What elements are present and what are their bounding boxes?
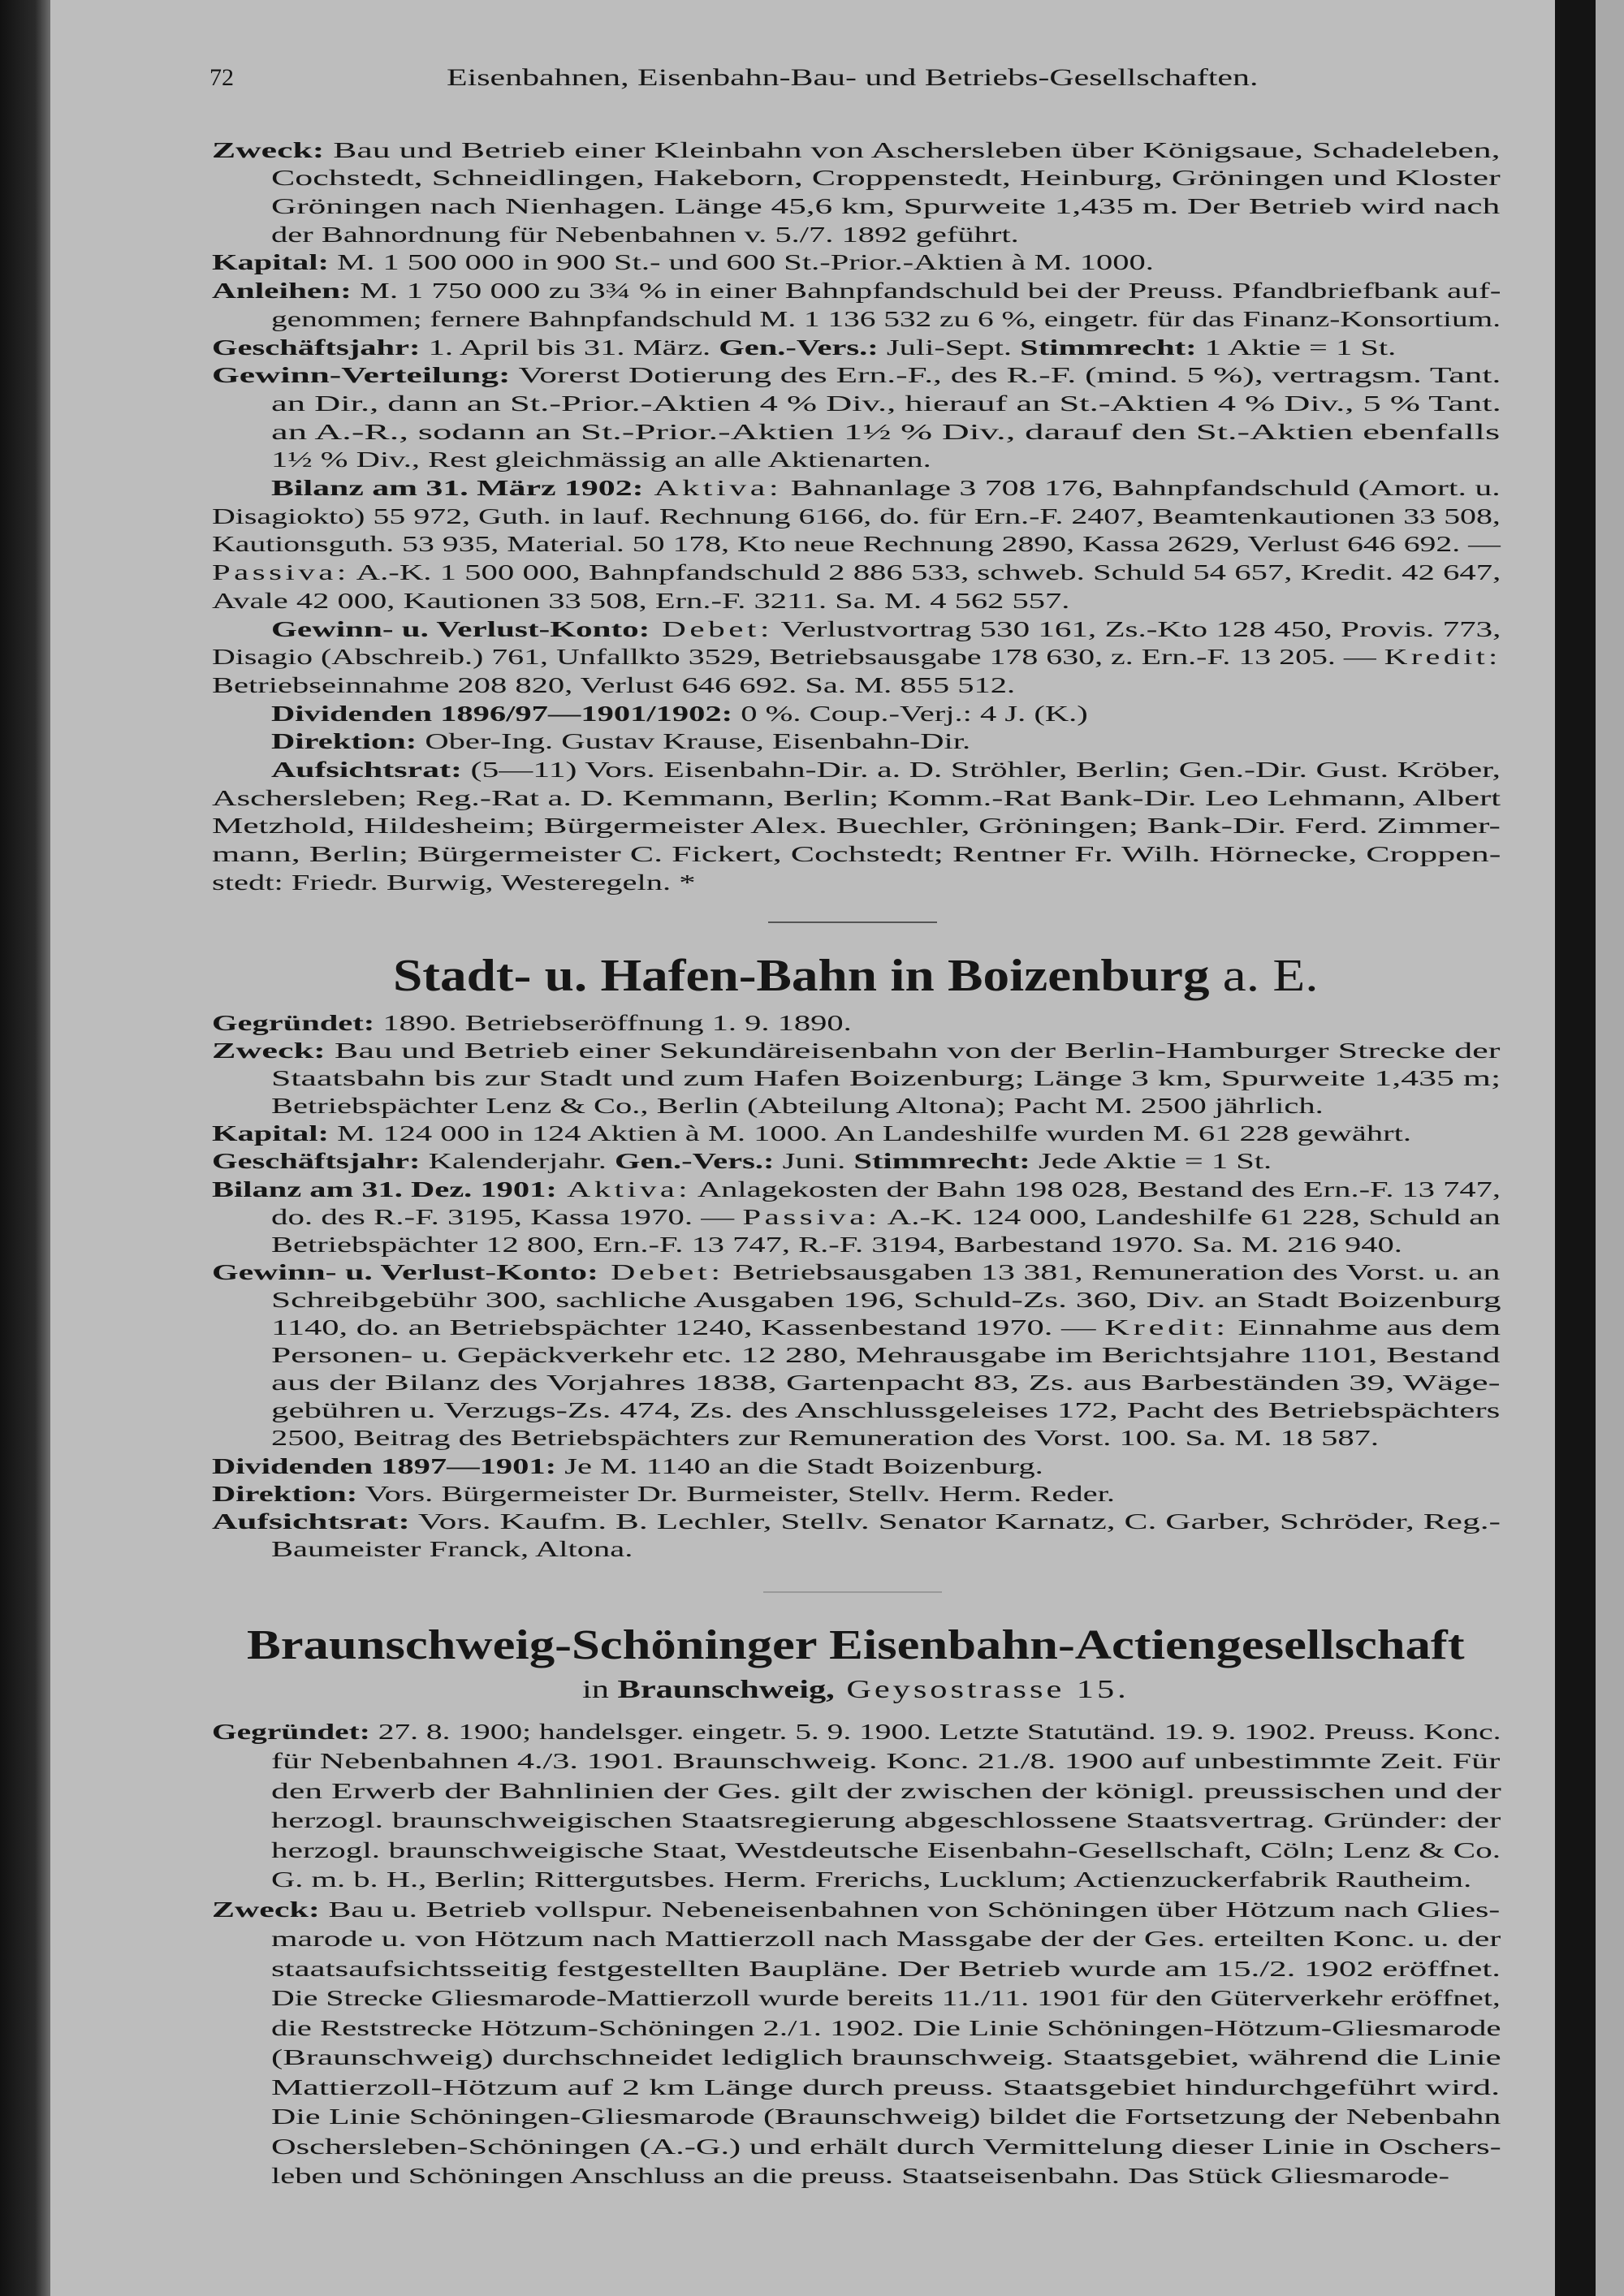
- entry-label: Gegründet:: [212, 1010, 375, 1035]
- entry-line: [212, 2043, 1501, 2073]
- line-text: [212, 248, 1154, 277]
- entry-line: [212, 1369, 1501, 1396]
- entry-line: [212, 192, 1501, 221]
- entry-label: Braunschweig-Schöninger Eisenbahn-Actiengesellschaft: [247, 1621, 1465, 1668]
- line-text: [271, 1231, 1402, 1258]
- entry-text: Jede Aktie = 1 St.: [1030, 1149, 1272, 1174]
- entry-line: [212, 164, 1501, 192]
- entry-text: Die Strecke Gliesmarode-Mattierzoll wurde bereits 11./11. 1901 für den Güterverkehr eröffnet,: [271, 1986, 1501, 2011]
- entry-text: A.-K. 1 500 000, Bahnpfandschuld 2 886 533, schweb. Schuld 54 657, Kredit. 42 647,: [349, 560, 1501, 585]
- entry-line: [212, 2013, 1501, 2044]
- entry-text: 1½ % Div., Rest gleichmässig an alle Aktienarten.: [271, 447, 931, 473]
- entry-text: M. 1 750 000 zu 3¾ % in einer Bahnpfandschuld bei der Preuss. Pfandbriefbank auf-: [351, 278, 1501, 304]
- entry-line: [212, 418, 1501, 447]
- entry-label: Stimmrecht:: [1020, 334, 1197, 360]
- line-text: [212, 784, 1501, 813]
- line-text: [271, 727, 970, 756]
- entry-line: [212, 1231, 1501, 1258]
- line-text: [271, 1369, 1501, 1396]
- entry-label: Dividenden 1897—1901:: [212, 1453, 557, 1478]
- entry-first-line: [212, 474, 1501, 503]
- entry-line: [212, 1341, 1501, 1369]
- entry-label: Bilanz am 31. März 1902:: [271, 476, 644, 501]
- page-number: 72: [209, 64, 234, 91]
- line-text: [212, 277, 1501, 305]
- entry-text: Cochstedt, Schneidlingen, Hakeborn, Croppenstedt, Heinburg, Gröningen und Kloster: [271, 166, 1501, 191]
- spaced-heading: Kredit:: [1104, 1315, 1229, 1340]
- entry-line: [212, 1535, 1501, 1563]
- spaced-heading: Aktiva:: [556, 1176, 692, 1202]
- line-text: [271, 474, 1501, 503]
- entry-first-line: [212, 615, 1501, 644]
- entry-text: aus der Bilanz des Vorjahres 1838, Gartenpacht 83, Zs. aus Barbeständen 39, Wäge-: [271, 1370, 1501, 1396]
- entry-text: Verlustvortrag 530 161, Zs.-Kto 128 450, Provis. 773,: [772, 616, 1501, 641]
- entry-first-line: [212, 1258, 1501, 1286]
- line-text: [212, 1895, 1500, 1925]
- entry-first-line: [212, 1452, 1501, 1480]
- spaced-heading: Passiva:: [742, 1204, 881, 1229]
- entry-text: Disagiokto) 55 972, Guth. in lauf. Rechnung 6166, do. für Ern.-F. 2407, Beamtenkautionen 33 508,: [212, 503, 1501, 529]
- entry-text: Aschersleben; Reg.-Rat a. D. Kemmann, Berlin; Komm.-Rat Bank-Dir. Leo Lehmann, Albert: [212, 785, 1501, 810]
- entry-first-line: [212, 1147, 1501, 1175]
- entry-first-line: [212, 1009, 1501, 1037]
- entry-first-line: [212, 700, 1501, 728]
- line-text: [271, 305, 1501, 334]
- entry-text: in: [582, 1673, 618, 1703]
- line-text: [271, 1424, 1379, 1452]
- entry-label: Zweck:: [212, 1897, 320, 1922]
- entry-first-line: [212, 334, 1501, 362]
- entry-text: Bau und Betrieb einer Kleinbahn von Aschersleben über Königsaue, Schadeleben,: [324, 137, 1501, 162]
- spaced-heading: Passiva:: [212, 560, 350, 585]
- entry-text: Vors. Bürgermeister Dr. Burmeister, Stellv. Herm. Reder.: [357, 1481, 1116, 1506]
- entry-label: Geschäftsjahr:: [212, 1149, 421, 1174]
- line-text: [212, 1009, 852, 1037]
- entry-label: Kapital:: [212, 250, 330, 275]
- entry-text: Betriebspächter 12 800, Ern.-F. 13 747, R.-F. 3194, Barbestand 1970. Sa. M. 216 940.: [271, 1232, 1402, 1257]
- entry-text: 1. April bis 31. März.: [420, 334, 719, 360]
- entry-line: [212, 1836, 1501, 1866]
- entry-line: [212, 869, 1501, 897]
- line-text: [271, 1983, 1501, 2013]
- entry-first-line: [212, 136, 1501, 165]
- line-text: [271, 2161, 1449, 2191]
- entry-label: Gen.-Vers.:: [614, 1149, 775, 1174]
- line-text: [212, 136, 1501, 165]
- entry-line: [212, 587, 1501, 615]
- entry-text: gebühren u. Verzugs-Zs. 474, Zs. des Anschlussgeleises 172, Pacht des Betriebspächters: [271, 1398, 1501, 1423]
- entry-first-line: [212, 361, 1501, 390]
- entry-text: 2500, Beitrag des Betriebspächters zur Remuneration des Vorst. 100. Sa. M. 18 587.: [271, 1426, 1380, 1451]
- line-text: [212, 1452, 1043, 1480]
- entry-text: Juni.: [774, 1149, 854, 1174]
- entry-text: 27. 8. 1900; handelsger. eingetr. 5. 9. 1900. Letzte Statutänd. 19. 9. 1902. Preuss. Konc.: [369, 1719, 1501, 1744]
- line-text: [271, 1286, 1501, 1314]
- line-text: [271, 1865, 1471, 1895]
- entry-text: Einnahme aus dem: [1229, 1315, 1501, 1340]
- line-text: [212, 671, 1015, 700]
- line-text: [212, 1176, 1501, 1203]
- entry-label: Anleihen:: [212, 278, 352, 304]
- entry-label: Gen.-Vers.:: [719, 334, 879, 360]
- line-text: [271, 1314, 1501, 1341]
- entry-line: [212, 2102, 1501, 2132]
- line-text: [271, 2013, 1501, 2044]
- entry-first-line: [212, 756, 1501, 784]
- entry-text: Personen- u. Gepäckverkehr etc. 12 280, Mehrausgabe im Berichtsjahre 1101, Bestand: [271, 1343, 1501, 1368]
- section-title-text: [247, 1621, 1465, 1671]
- entry-line: [212, 812, 1501, 840]
- line-text: [271, 1746, 1500, 1776]
- line-text: [212, 1508, 1501, 1535]
- entry-line: [212, 671, 1501, 700]
- line-text: [212, 1147, 1272, 1175]
- entry-text: Bahnanlage 3 708 176, Bahnpfandschuld (Amort. u.: [782, 476, 1501, 501]
- line-text: [212, 1480, 1115, 1508]
- line-text: [212, 1258, 1501, 1286]
- entry-line: [212, 221, 1501, 249]
- entry-text: Kalenderjahr.: [420, 1149, 615, 1174]
- entry-first-line: [212, 277, 1501, 305]
- entry-label: Aufsichtsrat:: [212, 1508, 410, 1534]
- entry-line: [212, 1064, 1501, 1092]
- entry-text: Je M. 1140 an die Stadt Boizenburg.: [556, 1453, 1043, 1478]
- entry-text: an Dir., dann an St.-Prior.-Aktien 4 % Div., hierauf an St.-Aktien 4 % Div., 5 % Tant.: [271, 391, 1501, 416]
- entry-line: [212, 1424, 1501, 1452]
- entry-label: Stadt- u. Hafen-Bahn in Boizenburg: [393, 951, 1210, 1002]
- line-text: [271, 1064, 1501, 1092]
- line-text: [271, 1341, 1501, 1369]
- entry-text: Avale 42 000, Kautionen 33 508, Ern.-F. 3211. Sa. M. 4 562 557.: [212, 588, 1070, 613]
- entry-text: Betriebseinnahme 208 820, Verlust 646 692. Sa. M. 855 512.: [212, 672, 1016, 697]
- scan-margin: [1596, 0, 1624, 2296]
- line-text: [271, 1836, 1501, 1866]
- entry-first-line: [212, 1120, 1501, 1147]
- line-text: [271, 2043, 1501, 2073]
- spaced-heading: Debet:: [650, 616, 773, 641]
- line-text: [271, 1924, 1501, 1954]
- entry-line: [212, 2132, 1501, 2162]
- line-text: [271, 1954, 1501, 1984]
- entry-text: Baumeister Franck, Altona.: [271, 1536, 633, 1561]
- entry-text: marode u. von Hötzum nach Mattierzoll nach Massgabe der der Ges. erteilten Konc. u. der: [271, 1927, 1501, 1952]
- entry-text: der Bahnordnung für Nebenbahnen v. 5./7. 1892 geführt.: [271, 222, 1019, 247]
- entry-text: Vors. Kaufm. B. Lechler, Stellv. Senator Karnatz, C. Garber, Schröder, Reg.-: [409, 1508, 1501, 1534]
- entry-line: [212, 1806, 1501, 1836]
- entry-text: 0 %. Coup.-Verj.: 4 J. (K.): [732, 701, 1088, 726]
- entry-text: Gröningen nach Nienhagen. Länge 45,6 km, Spurweite 1,435 m. Der Betrieb wird nach: [271, 194, 1501, 219]
- line-text: [212, 530, 1501, 559]
- entry-line: [212, 1983, 1501, 2013]
- entry-label: Direktion:: [212, 1481, 358, 1506]
- line-text: [271, 700, 1088, 728]
- entry-text: (5—11) Vors. Eisenbahn-Dir. a. D. Ströhler, Berlin; Gen.-Dir. Gust. Kröber,: [461, 757, 1501, 783]
- section-title: [247, 1621, 1465, 1671]
- section-title-text: [393, 949, 1318, 1003]
- line-text: [212, 559, 1501, 587]
- entry-label: Kapital:: [212, 1121, 330, 1146]
- entry-first-line: [212, 248, 1501, 277]
- section-subtitle: [582, 1673, 1129, 1704]
- spaced-heading: Aktiva:: [643, 476, 783, 501]
- entry-label: Gewinn- u. Verlust-Konto:: [271, 616, 650, 641]
- line-text: [212, 840, 1501, 869]
- entry-line: [212, 1924, 1501, 1954]
- entry-label: Gegründet:: [212, 1719, 370, 1744]
- entry-line: [212, 840, 1501, 869]
- entry-line: [212, 643, 1501, 671]
- entry-label: Gewinn- u. Verlust-Konto:: [212, 1259, 598, 1284]
- entry-label: Aufsichtsrat:: [271, 757, 462, 783]
- entry-line: [212, 1746, 1501, 1776]
- entry-line: [212, 1776, 1501, 1806]
- entry-text: Oschersleben-Schöningen (A.-G.) und erhält durch Vermittelung dieser Linie in Oschers-: [271, 2134, 1501, 2159]
- entry-label: Direktion:: [271, 729, 417, 754]
- entry-line: [212, 2073, 1501, 2103]
- entry-text: Ober-Ing. Gustav Krause, Eisenbahn-Dir.: [417, 729, 971, 754]
- entry-text: M. 124 000 in 124 Aktien à M. 1000. An Landeshilfe wurden M. 61 228 gewährt.: [329, 1121, 1411, 1146]
- entry-line: [212, 1954, 1501, 1984]
- line-text: [271, 192, 1500, 221]
- section-title: [393, 949, 1319, 1003]
- entry-text: staatsaufsichtsseitig festgestellten Baupläne. Der Betrieb wurde am 15./2. 1902 eröffnet.: [271, 1956, 1501, 1981]
- line-text: [271, 1203, 1501, 1231]
- entry-first-line: [212, 727, 1501, 756]
- entry-first-line: [212, 1037, 1501, 1064]
- entry-text: Anlagekosten der Bahn 198 028, Bestand des Ern.-F. 13 747,: [691, 1176, 1501, 1202]
- entry-text: Schreibgebühr 300, sachliche Ausgaben 196, Schuld-Zs. 360, Div. an Stadt Boizenburg: [271, 1287, 1501, 1312]
- entry-line: [212, 390, 1501, 418]
- entry-label: Zweck:: [212, 1038, 326, 1064]
- entry-text: herzogl. braunschweigische Staat, Westdeutsche Eisenbahn-Gesellschaft, Cöln; Lenz & Co.: [271, 1837, 1501, 1862]
- entry-text: Mattierzoll-Hötzum auf 2 km Länge durch preuss. Staatsgebiet hindurchgeführt wird.: [271, 2074, 1501, 2100]
- line-text: [271, 221, 1019, 249]
- entry-text: die Reststrecke Hötzum-Schöningen 2./1. 1902. Die Linie Schöningen-Hötzum-Gliesmarode: [271, 2015, 1501, 2040]
- section-divider: [768, 921, 937, 923]
- entry-line: [212, 1286, 1501, 1314]
- entry-text: für Nebenbahnen 4./3. 1901. Braunschweig. Konc. 21./8. 1900 auf unbestimmte Zeit. Für: [271, 1749, 1501, 1774]
- entry-text: mann, Berlin; Bürgermeister C. Fickert, Cochstedt; Rentner Fr. Wilh. Hörnecke, Croppen-: [212, 842, 1501, 867]
- entry-text: den Erwerb der Bahnlinien der Ges. gilt der zwischen der königl. preussischen und der: [271, 1778, 1501, 1803]
- entry-line: [212, 305, 1501, 334]
- line-text: [212, 503, 1501, 531]
- entry-text: Disagio (Abschreib.) 761, Unfallkto 3529, Betriebsausgabe 178 630, z. Ern.-F. 13 205. —: [212, 645, 1384, 670]
- entry-text: an A.-R., sodann an St.-Prior.-Aktien 1½ % Div., darauf den St.-Aktien ebenfalls: [271, 419, 1501, 444]
- entry-line: [212, 784, 1501, 813]
- entry-label: Gewinn-Verteilung:: [212, 363, 511, 388]
- entry-line: [212, 503, 1501, 531]
- scan-right-edge: [1555, 0, 1596, 2296]
- entry-text: A.-K. 124 000, Landeshilfe 61 228, Schuld an: [880, 1204, 1501, 1229]
- entry-first-line: [212, 1480, 1501, 1508]
- entry-text: Betriebspächter Lenz & Co., Berlin (Abteilung Altona); Pacht M. 2500 jährlich.: [271, 1094, 1324, 1119]
- entry-text: do. des R.-F. 3195, Kassa 1970. —: [271, 1204, 743, 1229]
- entry-text: 1140, do. an Betriebspächter 1240, Kassenbestand 1970. —: [271, 1315, 1105, 1340]
- line-text: [271, 2102, 1501, 2132]
- spaced-heading: Kredit:: [1384, 645, 1501, 670]
- entry-text: M. 1 500 000 in 900 St.- und 600 St.-Prior.-Aktien à M. 1000.: [329, 250, 1154, 275]
- entry-line: [212, 1203, 1501, 1231]
- entry-line: [212, 530, 1501, 559]
- line-text: [271, 1806, 1501, 1836]
- line-text: [212, 334, 1396, 362]
- entry-label: Zweck:: [212, 137, 325, 162]
- line-text: [271, 1092, 1324, 1120]
- line-text: [212, 1717, 1501, 1747]
- entry-text: a. E.: [1209, 951, 1319, 1002]
- line-text: [271, 446, 931, 474]
- spaced-heading: Debet:: [598, 1259, 724, 1284]
- entry-text: (Braunschweig) durchschneidet lediglich braunschweig. Staatsgebiet, während die Linie: [271, 2045, 1501, 2070]
- entry-label: Braunschweig,: [617, 1673, 835, 1703]
- line-text: [212, 1120, 1411, 1147]
- line-text: [271, 2132, 1501, 2162]
- entry-text: Metzhold, Hildesheim; Bürgermeister Alex. Buechler, Gröningen; Bank-Dir. Ferd. Zimmer-: [212, 814, 1501, 839]
- line-text: [212, 361, 1501, 390]
- entry-label: Stimmrecht:: [853, 1149, 1030, 1174]
- line-text: [271, 390, 1501, 418]
- line-text: [271, 418, 1500, 447]
- line-text: [212, 587, 1069, 615]
- entry-text: Juli-Sept.: [878, 334, 1021, 360]
- running-title-text: Eisenbahnen, Eisenbahn-Bau- und Betriebs-Gesellschaften.: [447, 64, 1259, 91]
- line-text: [271, 1776, 1501, 1806]
- line-text: [271, 2073, 1500, 2103]
- line-text: [212, 869, 696, 897]
- scan-left-edge: [0, 0, 50, 2296]
- line-text: [271, 164, 1501, 192]
- entry-text: Bau und Betrieb einer Sekundäreisenbahn von der Berlin-Hamburger Strecke der: [325, 1038, 1501, 1064]
- entry-line: [212, 1865, 1501, 1895]
- entry-label: Geschäftsjahr:: [212, 334, 421, 360]
- entry-text: Die Linie Schöningen-Gliesmarode (Braunschweig) bildet die Fortsetzung der Nebenbahn: [271, 2104, 1501, 2130]
- entry-line: [212, 1092, 1501, 1120]
- entry-text: genommen; fernere Bahnpfandschuld M. 1 136 532 zu 6 %, eingetr. für das Finanz-Konsortium.: [271, 306, 1501, 331]
- entry-text: Bau u. Betrieb vollspur. Nebeneisenbahnen von Schöningen über Hötzum nach Glies-: [319, 1897, 1501, 1922]
- entry-text: 1890. Betriebseröffnung 1. 9. 1890.: [374, 1010, 852, 1035]
- entry-line: [212, 2161, 1501, 2191]
- entry-line: [212, 446, 1501, 474]
- running-title: [447, 62, 1259, 94]
- entry-label: Bilanz am 31. Dez. 1901:: [212, 1176, 557, 1202]
- entry-text: Betriebsausgaben 13 381, Remuneration des Vorst. u. an: [723, 1259, 1501, 1284]
- section-divider: [763, 1591, 942, 1593]
- entry-text: stedt: Friedr. Burwig, Westeregeln. *: [212, 870, 696, 895]
- entry-text: leben und Schöningen Anschluss an die preuss. Staatseisenbahn. Das Stück Gliesmarode-: [271, 2164, 1449, 2189]
- entry-text: Vorerst Dotierung des Ern.-F., des R.-F. (mind. 5 %), vertragsm. Tant.: [510, 363, 1501, 388]
- entry-text: Staatsbahn bis zur Stadt und zum Hafen Boizenburg; Länge 3 km, Spurweite 1,435 m;: [271, 1066, 1501, 1091]
- entry-first-line: [212, 1508, 1501, 1535]
- spaced-heading: Geysostrasse 15.: [834, 1673, 1129, 1703]
- line-text: [212, 1037, 1501, 1064]
- entry-text: Kautionsguth. 53 935, Material. 50 178, Kto neue Rechnung 2890, Kassa 2629, Verlust 646 692. —: [212, 532, 1501, 557]
- entry-text: 1 Aktie = 1 St.: [1196, 334, 1397, 360]
- line-text: [271, 1535, 633, 1563]
- entry-line: [212, 559, 1501, 587]
- entry-first-line: [212, 1717, 1501, 1747]
- entry-first-line: [212, 1176, 1501, 1203]
- entry-text: herzogl. braunschweigischen Staatsregierung abgeschlossene Staatsvertrag. Gründer: der: [271, 1808, 1501, 1833]
- entry-text: G. m. b. H., Berlin; Rittergutsbes. Herm. Frerichs, Lucklum; Actienzuckerfabrik Rautheim.: [271, 1867, 1472, 1892]
- line-text: [271, 1396, 1500, 1424]
- entry-first-line: [212, 1895, 1501, 1925]
- line-text: [271, 756, 1501, 784]
- entry-line: [212, 1314, 1501, 1341]
- section-subtitle-text: [582, 1673, 1129, 1704]
- entry-line: [212, 1396, 1501, 1424]
- line-text: [271, 615, 1501, 644]
- line-text: [212, 643, 1501, 671]
- entry-label: Dividenden 1896/97—1901/1902:: [271, 701, 733, 726]
- line-text: [212, 812, 1501, 840]
